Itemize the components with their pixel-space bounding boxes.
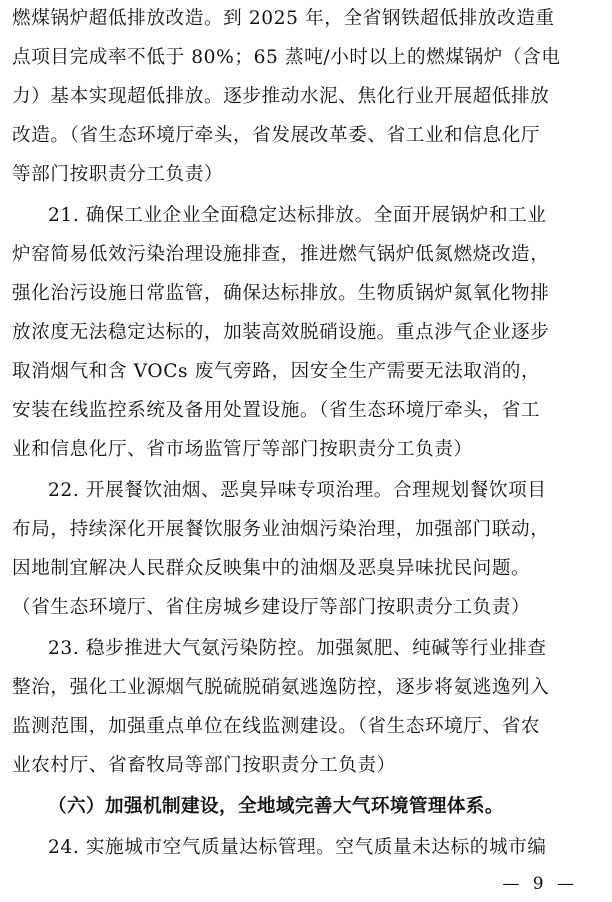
text-line: 改造。（省生态环境厅牵头，省发展改革委、省工业和信息化厅 — [12, 125, 541, 146]
text-line: 24. 实施城市空气质量达标管理。空气质量未达标的城市编 — [48, 837, 547, 858]
text-line: 22. 开展餐饮油烟、恶臭异味专项治理。合理规划餐饮项目 — [48, 480, 547, 501]
text-line: 取消烟气和含 VOCs 废气旁路，因安全生产需要无法取消的， — [12, 361, 541, 382]
text-line: 炉窑简易低效污染治理设施排查，推进燃气锅炉低氮燃烧改造， — [12, 244, 550, 265]
text-line: 23. 稳步推进大气氨污染防控。加强氮肥、纯碱等行业排查 — [48, 638, 547, 659]
text-line: 布局，持续深化开展餐饮服务业油烟污染治理，加强部门联动， — [12, 519, 550, 540]
text-line: 放浓度无法稳定达标的，加装高效脱硝设施。重点涉气企业逐步 — [12, 322, 550, 343]
text-line: 21. 确保工业企业全面稳定达标排放。全面开展锅炉和工业 — [48, 205, 547, 226]
text-line: 燃煤锅炉超低排放改造。到 2025 年，全省钢铁超低排放改造重 — [12, 8, 555, 29]
text-line: 监测范围，加强重点单位在线监测建设。（省生态环境厅、省农 — [12, 716, 541, 737]
text-line: 强化治污设施日常监管，确保达标排放。生物质锅炉氮氧化物排 — [12, 283, 550, 304]
page-number: — 9 — — [502, 874, 578, 894]
text-line: 力）基本实现超低排放。逐步推动水泥、焦化行业开展超低排放 — [12, 86, 550, 107]
text-line: 整治，强化工业源烟气脱硫脱硝氨逃逸防控，逐步将氨逃逸列入 — [12, 677, 550, 698]
text-line: 业农村厅、省畜牧局等部门按职责分工负责） — [12, 755, 396, 776]
section-heading: （六）加强机制建设，全地域完善大气环境管理体系。 — [48, 796, 504, 817]
text-line: 业和信息化厅、省市场监管厅等部门按职责分工负责） — [12, 439, 473, 460]
text-line: 因地制宜解决人民群众反映集中的油烟及恶臭异味扰民问题。 — [12, 558, 531, 579]
text-line: （省生态环境厅、省住房城乡建设厅等部门按职责分工负责） — [12, 597, 531, 618]
text-line: 安装在线监控系统及备用处置设施。（省生态环境厅牵头，省工 — [12, 400, 541, 421]
text-line: 点项目完成率不低于 80%；65 蒸吨/小时以上的燃煤锅炉（含电 — [12, 47, 561, 68]
text-line: 等部门按职责分工负责） — [12, 164, 224, 185]
